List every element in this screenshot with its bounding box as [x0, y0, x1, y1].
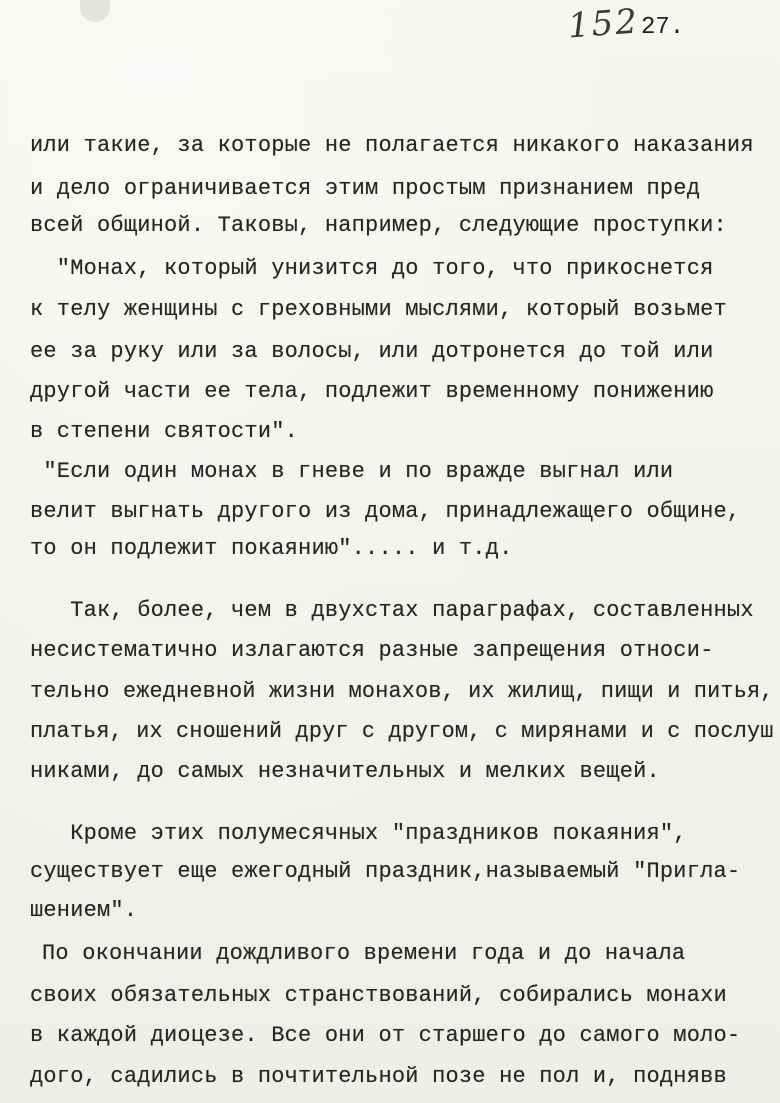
punch-hole	[80, 0, 110, 22]
text-line: По окончании дождливого времени года и до начала	[42, 941, 686, 966]
text-line: шением".	[30, 898, 138, 923]
text-line: ее за руку или за волосы, или дотронется до той или	[30, 339, 714, 364]
text-line: и дело ограничивается этим простым признанием пред	[30, 176, 701, 201]
text-line: Кроме этих полумесячных "праздников покаяния",	[30, 821, 687, 846]
text-line: дого, садились в почтительной позе не пол и, поднявв	[30, 1064, 727, 1089]
handwritten-page-number: 152	[566, 1, 641, 47]
text-line: всей общиной. Таковы, например, следующие проступки:	[30, 213, 727, 238]
text-line: "Монах, который унизится до того, что прикоснется	[30, 256, 714, 281]
text-line: Так, более, чем в двухстах параграфах, составленных	[30, 598, 754, 623]
text-line: тельно ежедневной жизни монахов, их жилищ, пищи и питья,	[30, 679, 774, 704]
text-line: своих обязательных странствований, собирались монахи	[30, 983, 727, 1008]
text-line: "Если один монах в гневе и по вражде выгнал или	[30, 459, 674, 484]
text-line: платья, их сношений друг с другом, с мирянами и с послуш	[30, 719, 774, 744]
text-line: другой части ее тела, подлежит временному понижению	[30, 379, 714, 404]
text-line: или такие, за которые не полагается никакого наказания	[30, 133, 754, 158]
text-line: в каждой диоцезе. Все они от старшего до самого моло-	[30, 1023, 741, 1048]
text-line: то он подлежит покаянию"..... и т.д.	[30, 536, 513, 561]
text-line: существует еще ежегодный праздник,называемый "Пригла-	[30, 859, 741, 884]
page-number: 27.	[641, 14, 685, 41]
text-line: в степени святости".	[30, 419, 299, 444]
text-line: несистематично излагаются разные запрещения относи-	[30, 638, 714, 663]
text-line: велит выгнать другого из дома, принадлежащего общине,	[30, 499, 741, 524]
text-line: никами, до самых незначительных и мелких вещей.	[30, 759, 660, 784]
text-line: к телу женщины с греховными мыслями, который возьмет	[30, 297, 727, 322]
